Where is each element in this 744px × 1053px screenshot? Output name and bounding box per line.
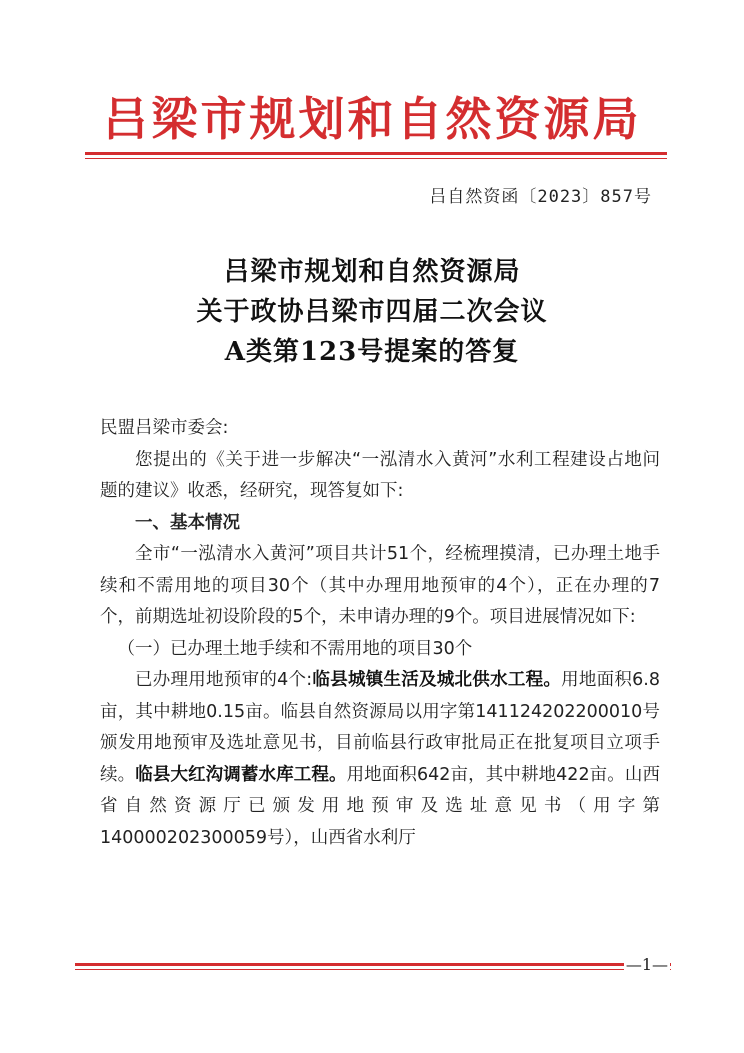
paragraph-overview: 全市“一泓清水入黄河”项目共计51个，经梳理摸清，已办理土地手续和不需用地的项目30个（其中办理用地预审的4个），正在办理的7个，前期选址初设阶段的5个，未申请办理的9个。项目进展情况如下:	[100, 544, 660, 627]
section-heading-basic-situation: 一、基本情况	[135, 512, 240, 533]
paragraph-intro: 您提出的《关于进一步解决“一泓清水入黄河”水利工程建设占地问题的建议》收悉，经研究，现答复如下:	[100, 449, 660, 501]
footer-rule-thin	[75, 969, 671, 970]
text-run: 用地面积6.8亩，其中耕地0.15亩。临县自然资源局以用字第141124202200010号颁发用地预审及选址意见书，目前临县行政审批局正在批复项目立项手续。	[100, 670, 661, 785]
masthead-title: 吕梁市规划和自然资源局	[102, 92, 642, 146]
masthead-rule-thin	[85, 158, 667, 159]
footer-rule-thick	[75, 963, 671, 966]
text-run: 用地面积642亩，其中耕地422亩。山西省自然资源厅已颁发用地预审及选址意见书（用字第140000202300059号），山西省水利厅	[100, 764, 661, 848]
document-body	[100, 413, 660, 854]
text-run: 已办理用地预审的4个:	[135, 670, 313, 690]
salutation: 民盟吕梁市委会:	[100, 418, 229, 438]
project-name-dahonggou-reservoir: 临县大红沟调蓄水库工程。	[135, 764, 347, 785]
page-number: —1—	[625, 955, 668, 974]
subsection-heading-completed: （一）已办理土地手续和不需用地的项目30个	[117, 638, 473, 659]
document-title	[0, 252, 744, 372]
masthead-rule-thick	[85, 152, 667, 155]
title-line-1: 吕梁市规划和自然资源局	[223, 257, 521, 287]
document-number: 吕自然资函〔2023〕857号	[429, 187, 652, 207]
paragraph-projects	[100, 665, 660, 854]
title-line-2: 关于政协吕梁市四届二次会议	[196, 297, 548, 327]
project-name-linxian-water-supply: 临县城镇生活及城北供水工程。	[312, 670, 562, 690]
title-line-3: A类第123号提案的答复	[224, 337, 520, 367]
